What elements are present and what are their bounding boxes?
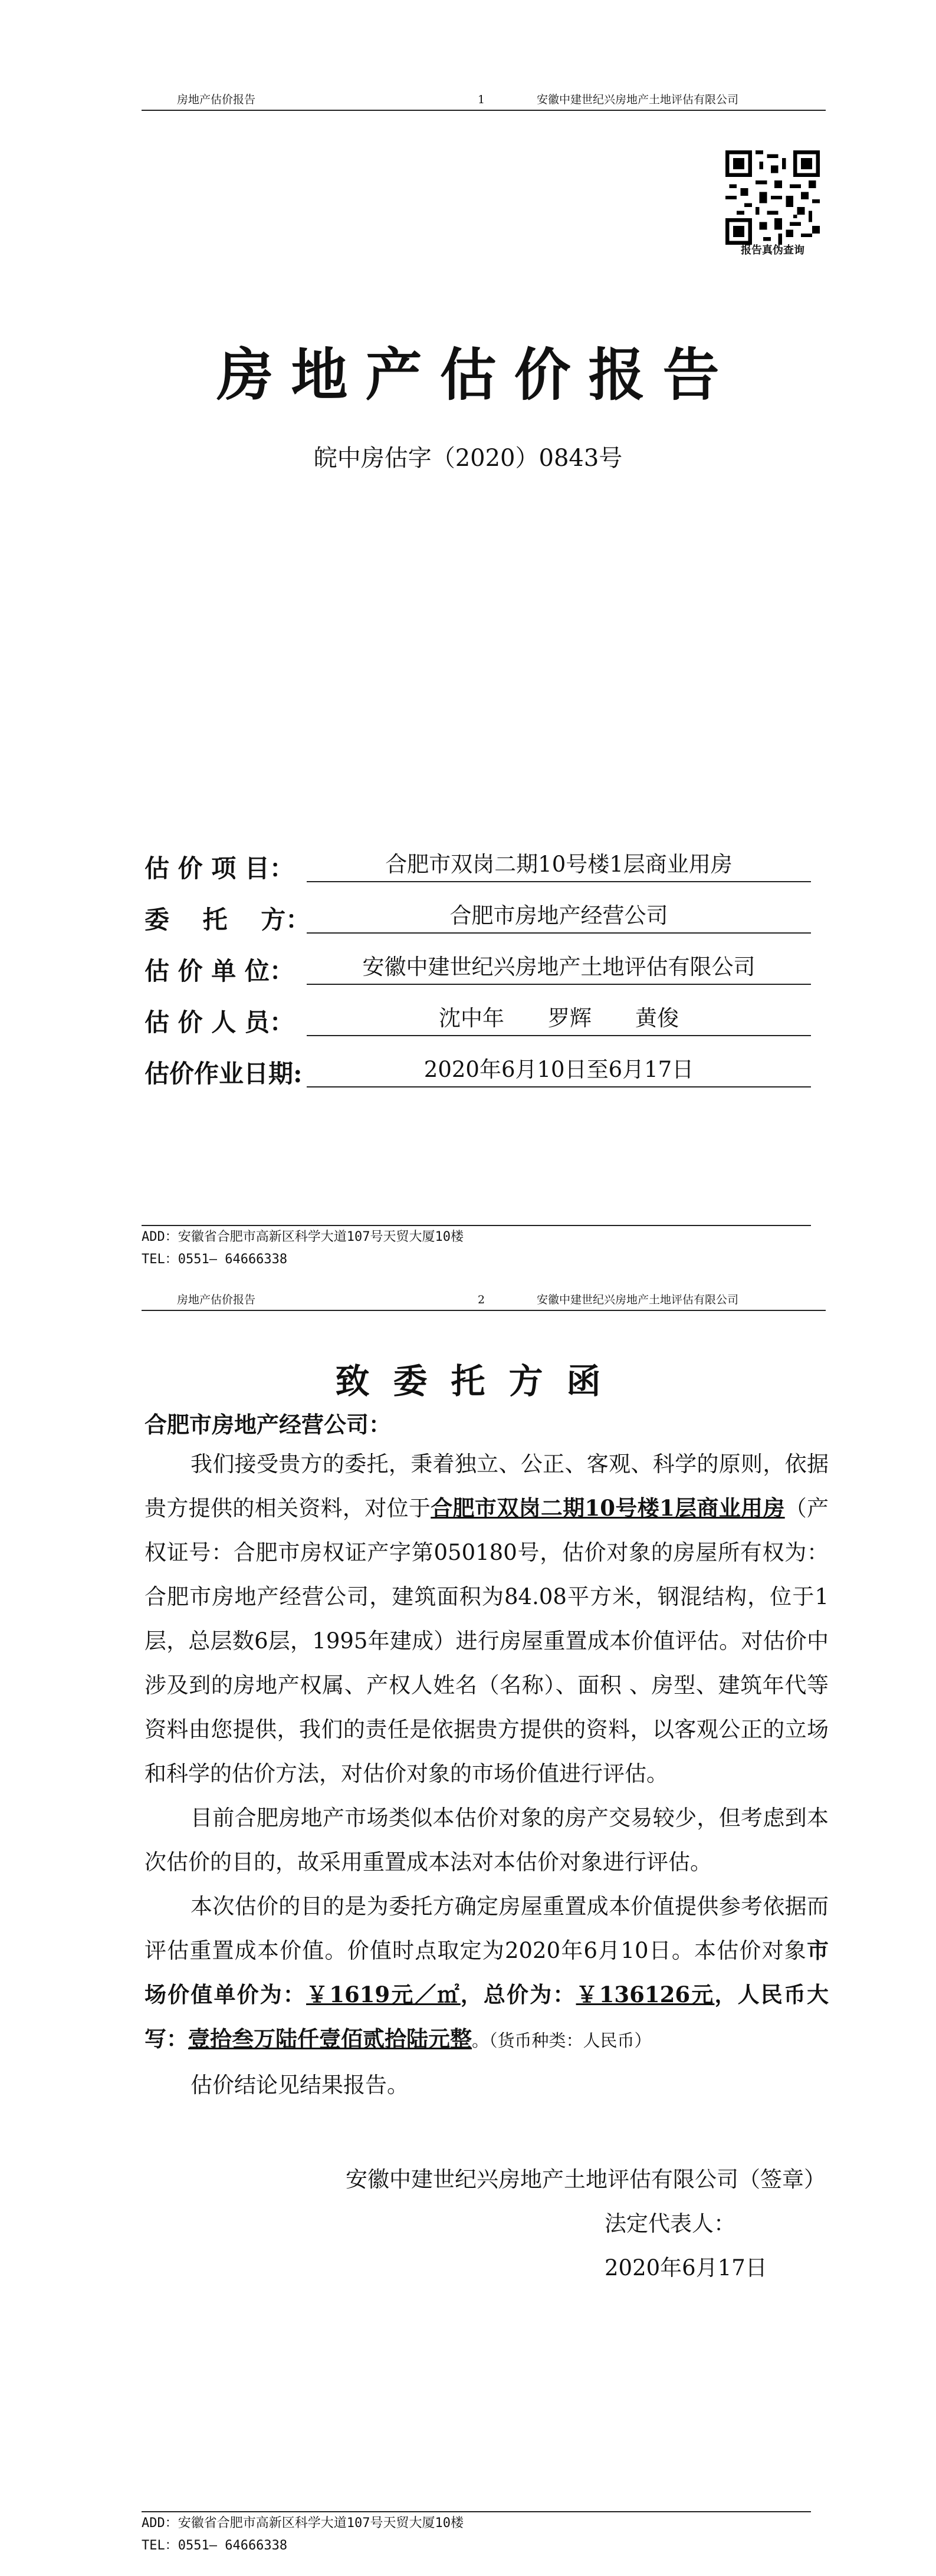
info-label: 估价作业日期: <box>144 1059 303 1088</box>
paragraph-3: 本次估价的目的是为委托方确定房屋重置成本价值提供参考依据而评估重置成本价值。价值时点取定为2020年6月10日。本估价对象市场价值单价为：￥1619元／㎡，总价为：￥136126元，人民币大写：壹拾叁万陆仟壹佰贰拾陆元整。（货币种类：人民币） <box>144 1894 829 2052</box>
document-number: 皖中房估字（2020）0843号 <box>313 445 623 472</box>
footer-address: ADD：安徽省合肥市高新区科学大道107号天贸大厦10楼 <box>142 2516 464 2531</box>
info-row-appraiser-org <box>144 952 829 987</box>
footer-tel: TEL：0551— 64666338 <box>142 1252 288 1267</box>
letter-date: 2020年6月17日 <box>605 2255 767 2281</box>
unit-price: ￥1619元／㎡ <box>306 1982 461 2007</box>
header-left: 房地产估价报告 <box>177 1293 256 1306</box>
letter-body <box>144 1442 829 2107</box>
report-page-2 <box>0 1289 936 2576</box>
header-right: 安徽中建世纪兴房地产土地评估有限公司 <box>537 93 739 106</box>
header-right: 安徽中建世纪兴房地产土地评估有限公司 <box>537 1293 739 1306</box>
info-value: 2020年6月10日至6月17日 <box>307 1056 811 1087</box>
page-header <box>142 88 826 111</box>
info-label: 委 托 方： <box>144 905 311 934</box>
letter-addressee: 合肥市房地产经营公司： <box>144 1411 392 1438</box>
page-footer <box>142 1225 811 1271</box>
info-row-dates <box>144 1054 829 1090</box>
paragraph-4: 估价结论见结果报告。 <box>191 2072 409 2098</box>
page-footer <box>142 2511 811 2557</box>
signature-company: 安徽中建世纪兴房地产土地评估有限公司（签章） <box>346 2167 826 2192</box>
header-left: 房地产估价报告 <box>177 93 256 106</box>
total-price: ￥136126元 <box>576 1982 715 2007</box>
info-row-project <box>144 849 829 885</box>
info-value: 合肥市房地产经营公司 <box>307 902 811 934</box>
page-number: 1 <box>478 93 485 106</box>
qr-code-icon[interactable] <box>725 150 820 245</box>
footer-tel: TEL：0551— 64666338 <box>142 2538 288 2553</box>
footer-address: ADD：安徽省合肥市高新区科学大道107号天贸大厦10楼 <box>142 1230 464 1244</box>
report-title: 房地产估价报告 <box>216 341 737 408</box>
qr-caption: 报告真伪查询 <box>741 244 804 257</box>
info-label: 估 价 单 位： <box>144 957 294 985</box>
info-value: 沈中年 罗辉 黄俊 <box>307 1004 811 1036</box>
legal-representative: 法定代表人： <box>605 2211 735 2236</box>
letter-title: 致委托方函 <box>335 1361 625 1401</box>
paragraph-1: 我们接受贵方的委托，秉着独立、公正、客观、科学的原则，依据贵方提供的相关资料，对位于合肥市双岗二期10号楼1层商业用房（产权证号：合肥市房权证产字第050180号，估价对象的房屋所有权为：合肥市房地产经营公司，建筑面积为84.08平方米，钢混结构，位于1层，总层数6层，1995年建成）进行房屋重置成本价值评估。对估价中涉及到的房地产权属、产权人姓名（名称）、面积 、房型、建筑年代等资料由您提供，我们的责任是依据贵方提供的资料，以客观公正的立场和科学的估价方法，对估价对象的市场价值进行评估。 <box>144 1451 829 1786</box>
total-price-in-words: 壹拾叁万陆仟壹佰贰拾陆元整 <box>188 2026 472 2052</box>
page-number: 2 <box>478 1293 485 1306</box>
info-row-client <box>144 901 829 936</box>
info-row-appraisers <box>144 1003 829 1039</box>
info-value: 安徽中建世纪兴房地产土地评估有限公司 <box>307 953 811 985</box>
property-name: 合肥市双岗二期10号楼1层商业用房 <box>431 1495 785 1521</box>
info-label: 估 价 人 员： <box>144 1008 294 1037</box>
page-header <box>142 1289 826 1311</box>
info-label: 估 价 项 目： <box>144 854 294 883</box>
paragraph-2: 目前合肥房地产市场类似本估价对象的房产交易较少，但考虑到本次估价的目的，故采用重置成本法对本估价对象进行评估。 <box>144 1805 829 1875</box>
info-value: 合肥市双岗二期10号楼1层商业用房 <box>307 850 811 882</box>
